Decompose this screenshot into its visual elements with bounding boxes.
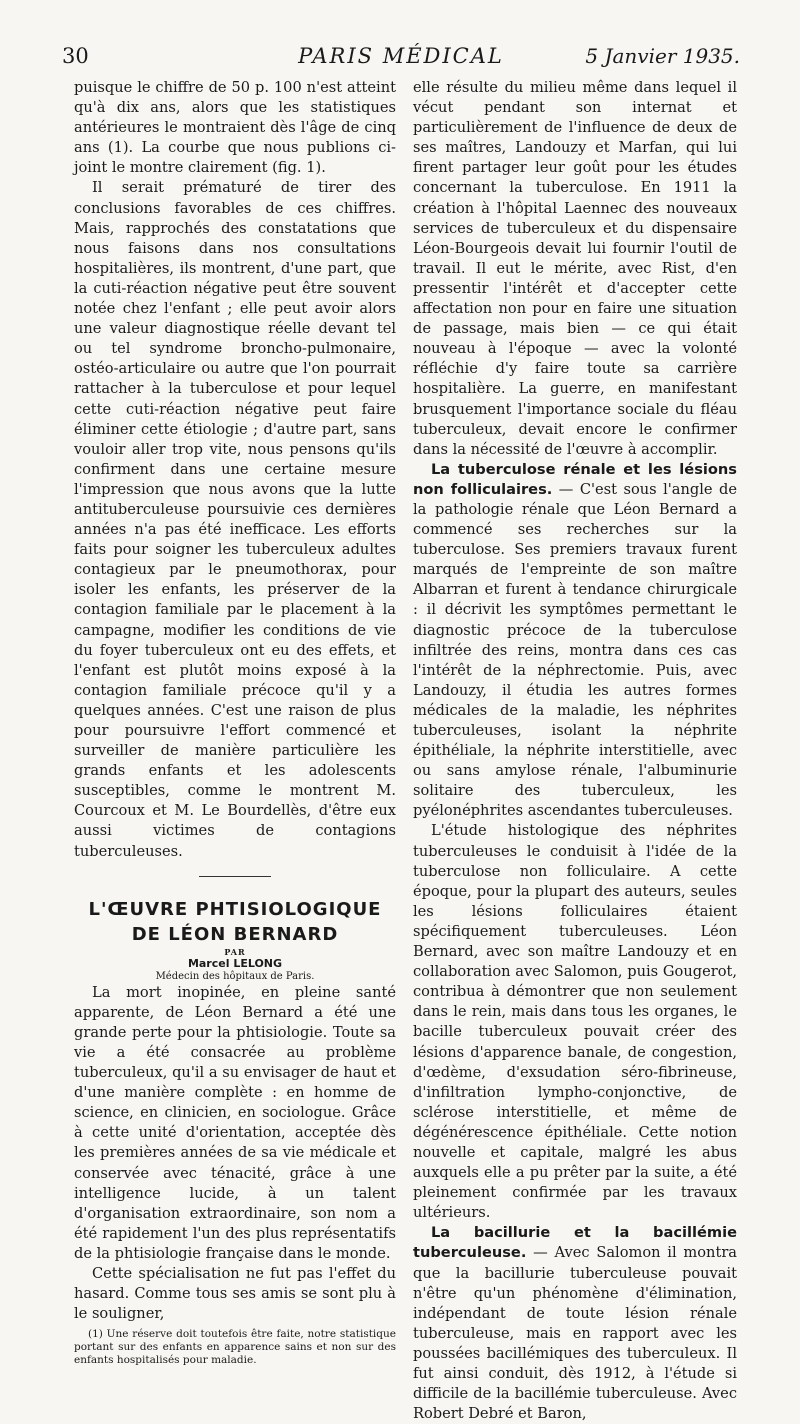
author-affiliation: Médecin des hôpitaux de Paris. bbox=[155, 970, 315, 982]
paragraph: La mort inopinée, en pleine santé apparente, de Léon Bernard a été une grande perte pour la phtisiologie. Toute sa vie a été consacrée au problème tuberculeux, qu'il a su envisager de haut et d'une manière complète : en homme de science, en clinicien, en sociologue. Grâce à cette unité d'orientation, acceptée dès les premières années de sa vie médicale et conservée avec ténacité, grâce à une intelligence lucide, à un talent d'organisation extraordinaire, son nom a été rapidement l'un des plus représentatifs de la phtisiologie française dans le monde. bbox=[74, 983, 396, 1262]
page-header bbox=[62, 44, 740, 74]
paragraph: Cette spécialisation ne fut pas l'effet du hasard. Comme tous ses amis se sont plu à le souligner, bbox=[74, 1264, 396, 1323]
section-divider bbox=[199, 876, 271, 877]
page-number: 30 bbox=[62, 44, 89, 68]
paragraph-text: — Avec Salomon il montra que la bacillurie tuberculeuse pouvait n'être qu'un phénomène d'élimination, indépendant de toute lésion rénale tuberculeuse, mais en rapport avec les poussées bacillémiques des tuberculeux. Il fut ainsi conduit, dès 1912, à l'étude si difficile de la bacillémie tuberculeuse. Avec Robert Debré et Baron, bbox=[413, 1244, 737, 1423]
footnote bbox=[74, 1328, 396, 1367]
paragraph: elle résulte du milieu même dans lequel il vécut pendant son internat et particulièrement de l'influence de deux de ses maîtres, Landouzy et Marfan, qui lui firent partager leur goût pour les études concernant la tuberculose. En 1911 la création à l'hôpital Laennec des nouveaux services de tuberculeux et du dispensaire Léon-Bourgeois devait lui fournir l'outil de travail. Il eut le mérite, avec Rist, d'en pressentir l'intérêt et d'accepter cette affectation non pour en faire une situation de passage, mais bien — ce qui était nouveau à l'époque — avec la volonté réfléchie d'y faire toute sa carrière hospitalière. La guerre, en manifestant brusquement l'importance sociale du fléau tuberculeux, devait encore le confirmer dans la nécessité de l'œuvre à accomplir. bbox=[413, 79, 737, 458]
paragraph-text: — C'est sous l'angle de la pathologie rénale que Léon Bernard a commencé ses recherches sur la tuberculose. Ses premiers travaux furent marqués de l'empreinte de son maître Albarran et furent à tendance chirurgicale : il décrivit les symptômes permettant le diagnostic précoce de la tuberculose infiltrée des reins, montra dans ces cas l'intérêt de la néphrectomie. Puis, avec Landouzy, il étudia les autres formes médicales de la maladie, les néphrites tuberculeuses, isolant la néphrite épithéliale, la néphrite interstitielle, avec ou sans amylose rénale, l'albuminurie solitaire des tuberculeux, les pyélonéphrites ascendantes tuberculeuses. bbox=[413, 480, 737, 820]
article-title: DE LÉON BERNARD bbox=[131, 923, 339, 945]
left-column bbox=[74, 78, 396, 1367]
byline-par: PAR bbox=[224, 946, 246, 957]
paragraph: Il serait prématuré de tirer des conclusions favorables de ces chiffres. Mais, rapprochés des constatations que nous faisons dans nos consultations hospitalières, ils montrent, d'une part, que la cuti-réaction négative peut être souvent notée chez l'enfant ; elle peut avoir alors une valeur diagnostique réelle devant tel ou tel syndrome broncho-pulmonaire, ostéo-articulaire ou autre que l'on pourrait rattacher à la tuberculose et pour lequel cette cuti-réaction négative peut faire éliminer cette étiologie ; d'autre part, sans vouloir aller trop vite, nous pensons qu'ils confirment dans une certaine mesure l'impression que nous avons que la lutte antituberculeuse poursuivie ces dernières années n'a pas été inefficace. Les efforts faits pour soigner les tuberculeux adultes contagieux par le pneumothorax, pour isoler les enfants, les préserver de la contagion familiale par le placement à la campagne, modifier les conditions de vie du foyer tuberculeux ont eu des effets, et l'enfant est plutôt moins exposé à la contagion familiale précoce qu'il y a quelques années. C'est une raison de plus pour poursuivre l'effort commencé et surveiller de manière particulière les grands enfants et les adolescents susceptibles, comme le montrent M. Courcoux et M. Le Bourdellès, d'être eux aussi victimes de contagions tuberculeuses. bbox=[74, 179, 396, 860]
paragraph: puisque le chiffre de 50 p. 100 n'est atteint qu'à dix ans, alors que les statistiques antérieures le montraient dès l'âge de cinq ans (1). La courbe que nous publions ci-joint le montre clairement (fig. 1). bbox=[74, 79, 396, 177]
issue-date: 5 Janvier 1935. bbox=[585, 44, 740, 68]
right-column bbox=[413, 78, 737, 1424]
paragraph: L'étude histologique des néphrites tuberculeuses le conduisit à l'idée de la tuberculose non folliculaire. A cette époque, pour la plupart des auteurs, seules les lésions folliculaires étaient spécifiquement tuberculeuses. Léon Bernard, avec son maître Landouzy et en collaboration avec Salomon, puis Gougerot, contribua à démontrer que non seulement dans le rein, mais dans tous les organes, le bacille tuberculeux pouvait créer des lésions d'apparence banale, de congestion, d'œdème, d'exsudation séro-fibrineuse, d'infiltration lympho-conjonctive, de sclérose interstitielle, et même de dégénérescence épithéliale. Cette notion nouvelle et capitale, malgré les abus auxquels elle a pu prêter par la suite, a été pleinement confirmée par les travaux ultérieurs. bbox=[413, 822, 737, 1222]
paragraph bbox=[413, 1223, 737, 1424]
article-title: L'ŒUVRE PHTISIOLOGIQUE bbox=[88, 898, 382, 920]
footnote-text: (1) Une réserve doit toutefois être faite, notre statistique portant sur des enfants en apparence sains et non sur des enfants hospitalisés pour maladie. bbox=[74, 1328, 396, 1367]
subsection-heading: La bacillurie et la bacillémie tuberculeuse. bbox=[413, 1224, 737, 1262]
journal-title: PARIS MÉDICAL bbox=[298, 44, 504, 68]
subsection-heading: La tuberculose rénale et les lésions non folliculaires. bbox=[413, 460, 737, 498]
paragraph bbox=[413, 460, 737, 822]
author-name: Marcel LELONG bbox=[187, 956, 283, 970]
